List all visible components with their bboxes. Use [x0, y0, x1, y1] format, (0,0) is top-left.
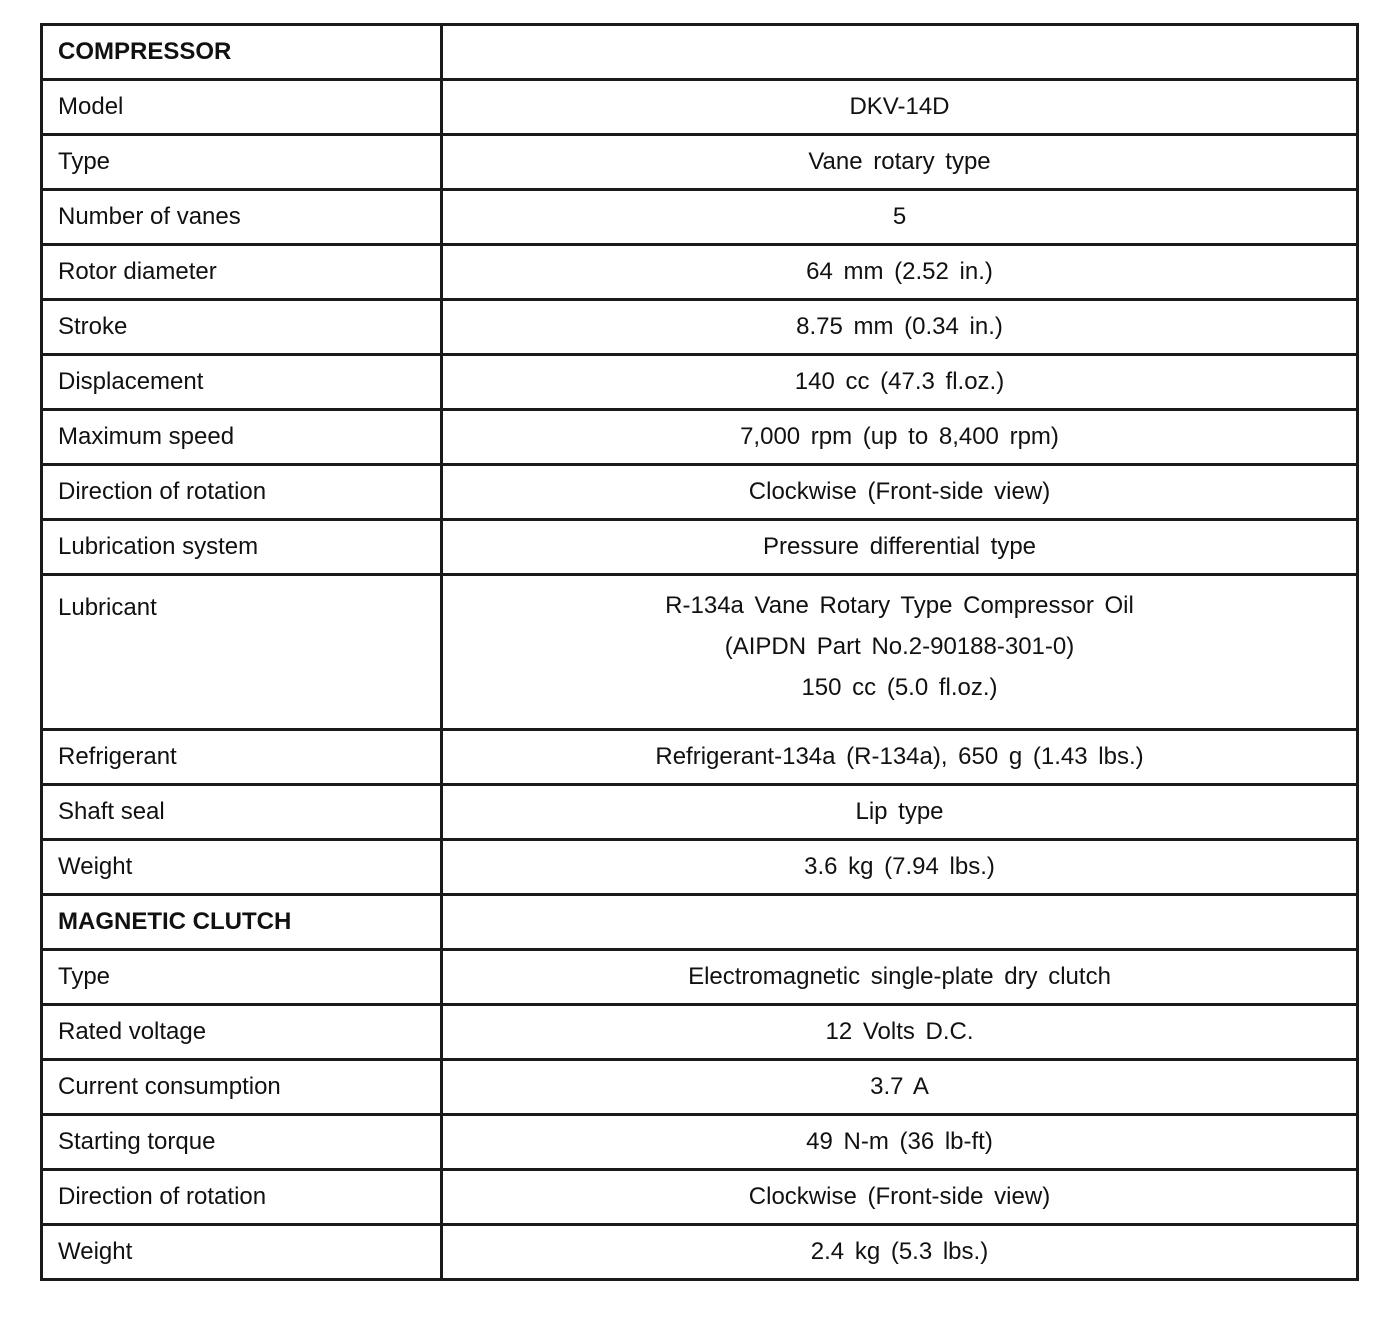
spec-value: Electromagnetic single-plate dry clutch [442, 950, 1358, 1005]
spec-label: Direction of rotation [42, 465, 442, 520]
spec-value: 2.4 kg (5.3 lbs.) [442, 1225, 1358, 1280]
spec-label: Current consumption [42, 1060, 442, 1115]
table-row [42, 840, 1358, 895]
table-row [42, 1005, 1358, 1060]
spec-table [40, 23, 1359, 1281]
spec-value: Vane rotary type [442, 135, 1358, 190]
section-empty-cell [442, 895, 1358, 950]
table-row [42, 355, 1358, 410]
spec-value: Clockwise (Front-side view) [442, 465, 1358, 520]
spec-label: Direction of rotation [42, 1170, 442, 1225]
spec-value: 5 [442, 190, 1358, 245]
spec-value: 8.75 mm (0.34 in.) [442, 300, 1358, 355]
spec-value: Lip type [442, 785, 1358, 840]
table-row [42, 300, 1358, 355]
spec-value: 3.6 kg (7.94 lbs.) [442, 840, 1358, 895]
spec-value: 7,000 rpm (up to 8,400 rpm) [442, 410, 1358, 465]
spec-label: Rated voltage [42, 1005, 442, 1060]
spec-value: 12 Volts D.C. [442, 1005, 1358, 1060]
spec-label: Weight [42, 840, 442, 895]
section-title: COMPRESSOR [42, 25, 442, 80]
spec-label: Maximum speed [42, 410, 442, 465]
section-header-compressor [42, 25, 1358, 80]
lubricant-line: 150 cc (5.0 fl.oz.) [801, 674, 998, 701]
table-row [42, 190, 1358, 245]
spec-value-multiline [442, 575, 1358, 730]
spec-value: Clockwise (Front-side view) [442, 1170, 1358, 1225]
spec-label: Type [42, 135, 442, 190]
section-empty-cell [442, 25, 1358, 80]
table-row [42, 730, 1358, 785]
spec-value: 140 cc (47.3 fl.oz.) [442, 355, 1358, 410]
table-row [42, 465, 1358, 520]
spec-label: Refrigerant [42, 730, 442, 785]
spec-value: 49 N-m (36 lb-ft) [442, 1115, 1358, 1170]
spec-label: Lubrication system [42, 520, 442, 575]
section-title: MAGNETIC CLUTCH [42, 895, 442, 950]
table-row [42, 950, 1358, 1005]
table-row [42, 135, 1358, 190]
spec-value: Pressure differential type [442, 520, 1358, 575]
spec-label: Weight [42, 1225, 442, 1280]
table-row [42, 1060, 1358, 1115]
table-row [42, 1115, 1358, 1170]
lubricant-line: R-134a Vane Rotary Type Compressor Oil [665, 592, 1134, 619]
table-row-lubricant [42, 575, 1358, 730]
spec-value: 3.7 A [442, 1060, 1358, 1115]
spec-label: Number of vanes [42, 190, 442, 245]
spec-label: Displacement [42, 355, 442, 410]
section-header-magnetic-clutch [42, 895, 1358, 950]
table-row [42, 785, 1358, 840]
table-row [42, 1225, 1358, 1280]
spec-label: Stroke [42, 300, 442, 355]
spec-value: 64 mm (2.52 in.) [442, 245, 1358, 300]
table-row [42, 410, 1358, 465]
table-row [42, 245, 1358, 300]
spec-label: Shaft seal [42, 785, 442, 840]
spec-label: Lubricant [42, 575, 442, 730]
spec-value: DKV-14D [442, 80, 1358, 135]
spec-label: Type [42, 950, 442, 1005]
spec-label: Model [42, 80, 442, 135]
spec-label: Starting torque [42, 1115, 442, 1170]
spec-label: Rotor diameter [42, 245, 442, 300]
lubricant-line: (AIPDN Part No.2-90188-301-0) [724, 633, 1075, 660]
table-row [42, 80, 1358, 135]
table-row [42, 520, 1358, 575]
spec-value: Refrigerant-134a (R-134a), 650 g (1.43 lbs.) [442, 730, 1358, 785]
table-row [42, 1170, 1358, 1225]
